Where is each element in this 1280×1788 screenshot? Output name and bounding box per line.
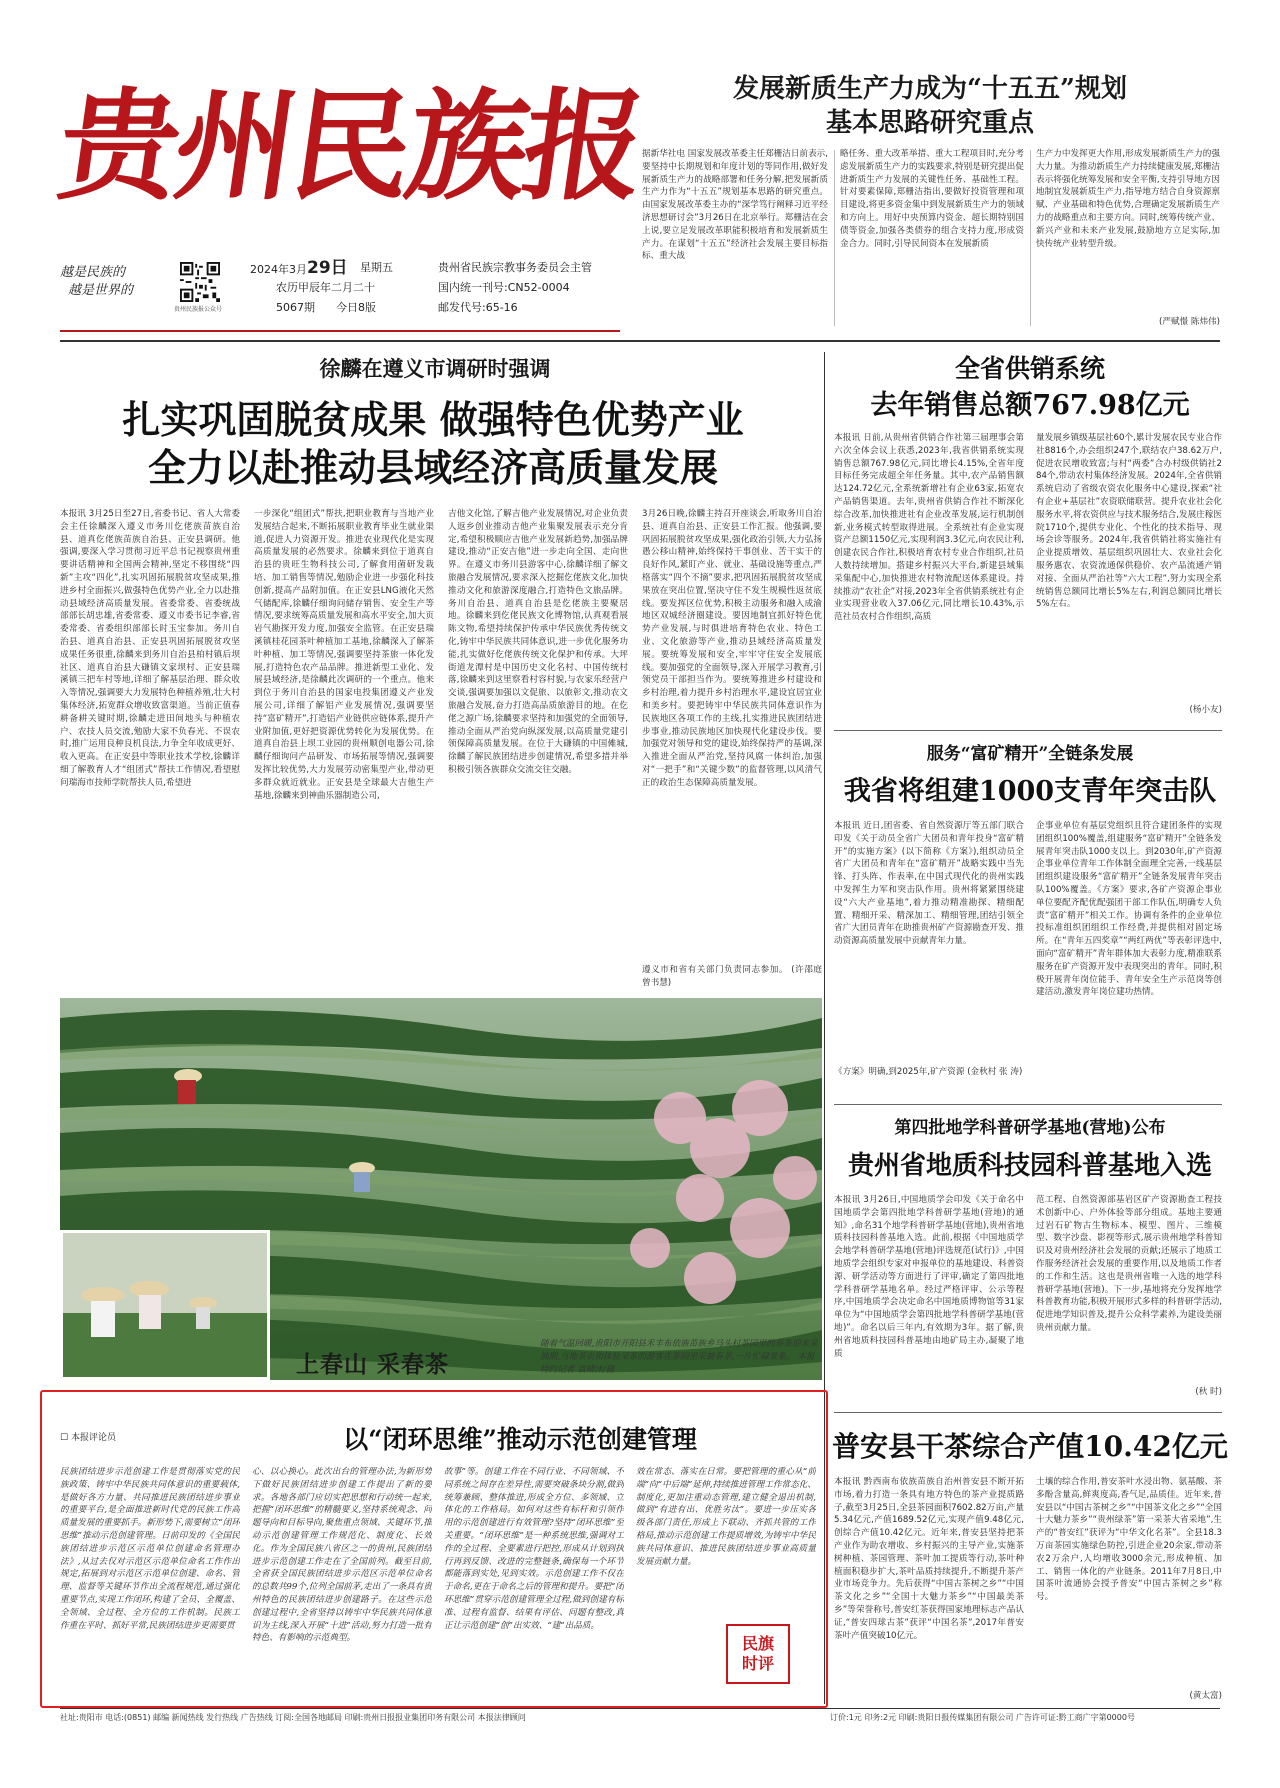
geo-story-byline: (秋 时) [1195,1387,1222,1397]
lead-story-kicker: 徐麟在遵义市调研时强调 [319,356,551,381]
section-rule [834,1412,1222,1413]
supply-story-col-2: 量发展乡镇级基层社60个,累计发展农民专业合作社8816个,办会组织247个,联结农户38.62万户,促进农民增收致富;与村“两委”合办村级供销社284个,带动农村集体经济发展。2024年,全省供销系统启动了省级农资农化服务中心建设,探索“社有企业+基层社”农资联储联营。提升农业社会化服务水平,将农资供应与技术服务结合,发展庄稼医院1710个,提供专业化、个性化的技术指导、现场会诊等服务。2024年,我省供销社将实施社有企业提质增效、基层组织巩固壮大、农业社会化服务惠农、农资流通保供稳价、农产品流通产销对接、全面从严治社等“六大工程”,努力实现全系统销售总额同比增长5%左右,利润总额同比增长5%左右。 [1036,433,1222,610]
lead-story-col-2: 一步深化“组团式”帮扶,把职业教育与当地产业发展结合起来,不断拓展职业教育毕业生就业渠道,促进人力资源开发。推进农业现代化是实现高质量发展的必然要求。徐麟来到位于道真自治县的贵旺生物科技公司,了解食用菌研发栽培、加工销售等情况,勉励企业进一步强化科技创新,提高产品附加值。在正安县LNG液化天然气储配库,徐麟仔细询问储存销售、安全生产等情况,要求统筹高质量发展和高水平安全,加大页岩气勘探开发力度,加强安全监管。在正安县瑞溪镇桂花园茶叶种植加工基地,徐麟深入了解茶叶种植、加工等情况,强调要坚持茶旅一体化发展,打造特色农产品品牌。推进新型工业化、发展县域经济,是徐麟此次调研的一个重点。他来到位于务川自治县的国家电投集团遵义产业发展公司,详细了解铝产业发展情况,强调要坚持“富矿精开”,打造铝产业链供应链体系,提升产业附加值,更好把资源优势转化为发展优势。在道真自治县上坝工业园的贵州顺创电器公司,徐麟仔细询问产品研发、市场拓展等情况,强调要发挥比较优势,大力发展劳动密集型产业,带动更多群众就近就业。正安县是全球最大吉他生产基地,徐麟来到神曲乐器制造公司, [254,509,434,801]
geo-story-col-1: 本报讯 3月26日,中国地质学会印发《关于命名中国地质学会第四批地学科普研学基地(营地)的通知》,命名31个地学科普研学基地(营地),贵州省地质科技园科普基地入选。此前,根据《中国地质学会地学科普研学基地(营地)评选规范(试行)》,中国地质学会组织专家对申报单位的基地建设、科普资源、研学活动等方面进行了评审,确定了第四批地学科普研学基地名单。经过严格评审、公示等程序,中国地质学会决定命名中国地质博物馆等31家单位为“中国地质学会第四批地学科普研学基地(营地)”。命名以后三年内,有效期为3年。据了解,贵州省地质科技园科普基地由地矿局主办,凝聚了地质 [834,1195,1024,1359]
youth-story-col-2: 企事业单位有基层党组织且符合建团条件的实现团组织100%覆盖,组建服务“富矿精开”全链条发展青年突击队1000支以上。到2030年,矿产资源企事业单位青年工作体制全面理全完善,一线基层团组织建设服务“富矿精开”全链条发展青年突击队100%覆盖。《方案》要求,各矿产资源企事业单位要配齐配优配强团干部工作队伍,明确专人负责“富矿精开”相关工作。协调有条件的企业单位投标准组织团组织工作经费,并提供相对固定场所。在“青年五四奖章”“两红两优”等表彰评选中,面向“富矿精开”青年群体加大表彰力度,精准联系服务在矿产资源开发中表现突出的青年。同时,积极开展青年岗位能手、青年安全生产示范岗等创建活动,激发青年岗位建功热情。 [1036,821,1222,998]
section-rule [60,340,1220,342]
header-story-col-3: 生产力中发挥更大作用,形成发展新质生产力的强大力量。为推动新质生产力持续健康发展,郑栅洁表示将强化统筹发展和安全平衡,支持引导地方因地制宜发展新质生产力,指导地方结合自身资源禀赋、产业基础和特色优势,合理确定发展新质生产力的战略重点和主要方向。同时,统筹传统产业、新兴产业和未来产业发展,鼓励地方立足实际,加快传统产业转型升级。 [1036,149,1220,249]
column-divider [834,150,835,326]
geo-story-title[interactable]: 贵州省地质科技园科普基地入选 [847,1151,1212,1181]
slogan-line-2: 越是世界的 [68,283,134,298]
issue-date: 2024年3月29日 [250,258,348,278]
qr-code-icon[interactable] [180,262,220,302]
header-story-col-1: 据新华社电 国家发展改革委主任郑栅洁日前表示,要坚持中长期规划和年度计划的等同作用,做好发展新质生产力的战略部署和任务分解,把发展新质生产力作为“十五五”规划基本思路的研究重点。由国家发展改革委主办的“深学笃行阐释习近平经济思想研讨会”3月26日在北京举行。郑栅洁在会上说,要立足发展改革职能积极培育和发展新质生产力。在谋划“十五五”经济社会发展主要目标指标、重大战 [642,149,828,262]
youth-story-col-1: 本报讯 近日,团省委、省自然资源厅等五部门联合印发《关于动员全省广大团员和青年投身“富矿精开”的实施方案》(以下简称《方案》),组织动员全省广大团员和青年在“富矿精开”战略实践中当先锋、打头阵、作表率,在中国式现代化的贵州实践中发挥生力军和突击队作用。贵州将紧紧围绕建设“六大产业基地”,着力推动精准勘探、精细配置、精细开采、精深加工、精细管理,团结引领全省广大团员青年在助推贵州矿产资源勘查开发、推动资源高质量发展中贡献青年力量。 [834,821,1024,947]
supply-story-byline: (杨小友) [1189,705,1222,715]
footer-info-right: 订价:1元 印务:2元 印刷:贵阳日报传媒集团有限公司 广告许可证:黔工商广字第0000号 [830,1713,1135,1722]
commentary-stamp: 民旗 时评 [726,1624,790,1684]
supply-story-title-1[interactable]: 全省供销系统 [954,354,1105,383]
geo-story-kicker: 第四批地学科普研学基地(营地)公布 [894,1118,1166,1138]
youth-story-kicker: 服务“富矿精开”全链条发展 [926,744,1134,764]
footer-info-left: 社址:贵阳市 电话:(0851) 邮编 新闻热线 发行热线 广告热线 订阅:全国各地邮局 印刷:贵州日报报业集团印务有限公司 本报法律顾问 [60,1713,526,1722]
lunar-date: 农历甲辰年二月二十 [276,281,375,294]
lead-story-col-4: 3月26日晚,徐麟主持召开座谈会,听取务川自治县、道真自治县、正安县工作汇报。他强调,要巩固拓展脱贫攻坚成果,强化政治引领,大力弘扬愚公移山精神,始终保持干事创业、苦干实干的良好作风,紧盯产业、就业、基础设施等重点,严格落实“四个不摘”要求,把巩固拓展脱贫攻坚成果放在突出位置,坚决守住不发生规模性返贫底线。要发挥区位优势,积极主动服务和融入成渝地区双城经济圈建设。要因地制宜抓好特色优势产业发展,与时俱进培育特色农业、特色工业、文化旅游等产业,推动县域经济高质量发展。要统筹发展和安全,牢牢守住安全发展底线。要加强党的全面领导,深入开展学习教育,引领党员干部担当作为。要统筹推进乡村建设和乡村治理,着力提升乡村治理水平,建设宜居宜业和美乡村。要把铸牢中华民族共同体意识作为民族地区各项工作的主线,扎实推进民族团结进步事业,推动民族地区加快现代化建设步伐。要加强党对领导和党的建设,始终保持严的基调,深入推进全面从严治党,坚持风腐一体纠治,加强对“一把手”和“关键少数”的监督管理,以风清气正的政治生态保障高质量发展。 [642,509,822,788]
tea-story-title[interactable]: 普安县干茶综合产值10.42亿元 [832,1430,1228,1463]
commentary-label: ☐ 本报评论员 [60,1433,116,1443]
header-story-title[interactable]: 发展新质生产力成为“十五五”规划 基本思路研究重点 [733,74,1127,138]
issue-weekday: 星期五 [360,261,393,274]
photo-caption-text: 随着气温回暖,贵阳市开阳县禾丰布依族苗族乡马头村茶园里的春茶迎来采摘期,当地茶农和体验采茶的游客在茶园里采摘春茶,一片忙碌景象。 本报特约记者 袁晴沐/摄 [540,1339,818,1375]
lead-story-title[interactable]: 扎实巩固脱贫成果 做强特色优势产业 全力以赴推动县域经济高质量发展 [122,398,744,490]
postal-code: 邮发代号:65-16 [438,301,518,314]
photo-caption-title: 上春山 采春茶 [296,1352,450,1378]
supply-story-title-2[interactable]: 去年销售总额767.98亿元 [870,390,1190,421]
tea-pickers-inset-photo[interactable] [60,1230,270,1380]
geo-story-col-2: 范工程、自然资源部基岩区矿产资源勘查工程技术创新中心、户外体验等部分组成。基地主要通过岩石矿物古生物标本、模型、图片、三维模型、数字沙盘、影视等形式,展示贵州地学科普知识及对贵州经济社会发展的贡献;还展示了地质工作服务经济社会发展的重要作用,以及地质工作者的工作和生活。这也是贵州省唯一入选的地学科普研学基地(营地)。下一步,基地将充分发挥地学科普教育功能,积极开展形式多样的科普研学活动,促进地学知识普及,提升公众科学素养,为建设美丽贵州贡献力量。 [1036,1195,1222,1333]
commentary-col-3: 故事”等。创建工作在不同行业、不同领域、不同系统之间存在差异性,需要突破条块分割,做到统筹兼顾、整体推进,形成全方位、多领域、立体化的工作格局。如何对这些有标杆和引领作用的示范创建进行有效管理?坚持“闭环思维”至关重要。“闭环思维”是一种系统思维,强调对工作的全过程、全要素进行把控,形成从计划到执行再到反馈、改进的完整链条,确保每一个环节都能落到实处,见到实效。示范创建工作不仅在于命名,更在于命名之后的管理和提升。要把“闭环思维”贯穿示范创建管理全过程,做到创建有标准、过程有监督、结果有评估、问题有整改,真正让示范创建“创”出实效、“建”出品质。 [444,1467,624,1631]
masthead-slogan [60,264,170,300]
lead-story-col-1: 本报讯 3月25日至27日,省委书记、省人大常委会主任徐麟深入遵义市务川仡佬族苗族自治县、道真仡佬族苗族自治县、正安县调研。他强调,要深入学习贯彻习近平总书记视察贵州重要讲话精神和全国两会精神,坚定不移围绕“四新”主攻“四化”,扎实巩固拓展脱贫攻坚成果,推进乡村全面振兴,做强特色优势产业,全力以赴推动县域经济高质量发展。省委常委、省委统战部部长胡忠雄,省委常委、遵义市委书记李睿,省委常委、省委组织部部长时玉宝参加。务川自治县、道真自治县、正安县巩固拓展脱贫攻坚成果任务很重,徐麟来到务川自治县柏村镇后坝社区、道真自治县大磏镇文家坝村、正安县瑞溪镇三把车村等地,详细了解基层治理、群众收入等情况,强调要大力发展特色种植养殖,壮大村集体经济,拓宽群众增收致富渠道。当前正值春耕备耕关键时期,徐麟走进田间地头与种植农户、农技人员交流,勉励大家不负春光、不误农时,推广运用良种良机良法,力争全年收成更好、收入更高。在正安县中等职业技术学校,徐麟详细了解教育人才“组团式”帮扶工作情况,看望慰问瑞海市技师学院帮扶人员,希望进 [60,509,240,788]
tea-story-byline: (黄太富) [1189,1691,1222,1701]
commentary-col-4: 效在常态、落实在日常。要把管理的重心从“前端”向“中后端”延伸,持续推进管理工作常态化、制度化,更加注重动态管理,建立健全退出机制,做到“有进有出、优胜劣汰”。要进一步压实各级各部门责任,形成上下联动、齐抓共管的工作格局,推动示范创建工作提质增效,为铸牢中华民族共同体意识、推进民族团结进步事业高质量发展贡献力量。 [636,1467,816,1567]
slogan-line-1: 越是民族的 [60,265,126,280]
lead-story-col-3: 吉他文化馆,了解吉他产业发展情况,对企业负责人返乡创业推动吉他产业集聚发展表示充分肯定,希望积极顺应吉他产业发展新趋势,加强品牌建设,推动“正安吉他”进一步走向全国、走向世界。在遵义市务川县游客中心,徐麟详细了解文旅融合发展情况,要求深入挖掘仡佬族文化,加快推动文化和旅游深度融合,打造特色文旅品牌。务川自治县、道真自治县是仡佬族主要聚居地。徐麟来到仡佬民族文化博物馆,认真观看展陈文物,希望持续保护传承中华民族优秀传统文化,铸牢中华民族共同体意识,进一步优化服务功能,扎实做好仡佬族传统文化保护和传承。大坪街道龙潭村是中国历史文化名村、中国传统村落,徐麟来到这里察看村容村貌,与农家乐经营户交谈,强调要加强以文促旅、以旅彰文,推动农文旅融合发展,奋力打造高品质旅游目的地。在仡佬之源广场,徐麟要求坚持和加强党的全面领导,推动全面从严治党向纵深发展,以高质量党建引领保障高质量发展。在位于大磏镇的中国傩城,徐麟了解民族团结进步创建情况,希望多措并举积极引领各族群众交流交往交融。 [448,509,628,775]
lead-story-byline: 遵义市和省有关部门负责同志参加。 (许邵庭 曾书慧) [642,965,822,988]
footer-rule [60,1708,1220,1709]
publisher-sponsor: 贵州省民族宗教事务委员会主管 [438,261,592,274]
qr-caption: 贵州民族报公众号 [174,306,223,313]
section-rule [834,730,1222,731]
newspaper-title: 贵州民族报 [50,76,650,217]
page-count: 今日8版 [336,301,376,314]
issue-number: 5067期 [276,301,315,314]
supply-story-col-1: 本报讯 日前,从贵州省供销合作社第三届理事会第六次全体会议上获悉,2023年,我省供销系统实现销售总额767.98亿元,同比增长4.15%,全省年度目标任务完成超全年任务量。其中,农产品销售额达124.72亿元,全系统新增社有企业63家,拓宽农产品销售渠道。去年,贵州省供销合作社不断深化综合改革,加快推进社有企业改革发展,运行机制创新,业务模式转型取得进展。全系统社有企业实现资产总额1150亿元,实现利润3.3亿元,向农民让利,创建农民合作社,积极培育农村专业合作组织,社员人数持续增加。搭建乡村振兴大平台,新建县域集采集配中心,加快推进农村物流配送体系建设。持续推动“农社企”对接,2023年全省供销系统社有企业实现营业收入37.06亿元,同比增长10.43%,示范社员农村合作组织,高质 [834,433,1024,623]
section-rule [834,1104,1222,1105]
commentary-col-2: 心、以心换心。此次出台的管理办法,为新形势下做好民族团结进步创建工作提出了新的要求。各地各部门应切实把思想和行动统一起来,把握“闭环思维”的精髓要义,坚持系统观念、问题导向和目标导向,聚焦重点领域、关键环节,推动示范创建管理工作规范化、制度化、长效化。作为全国民族八省区之一的贵州,民族团结进步示范创建工作走在了全国前列。截至目前,全省获全国民族团结进步示范区示范单位命名的总数共99个,位列全国前茅,走出了一条具有贵州特色的民族团结进步创建路子。在这些示范创建过程中,全省坚持以铸牢中华民族共同体意识为主线,深入开展“十进”活动,努力打造一批有特色、有影响的示范典型。 [252,1467,432,1644]
youth-story-title[interactable]: 我省将组建1000支青年突击队 [843,776,1217,807]
commentary-col-1: 民族团结进步示范创建工作是贯彻落实党的民族政策、铸牢中华民族共同体意识的重要载体,是做好各方力量、共同推进民族团结进步事业的重要平台,是全面推进新时代党的民族工作高质量发展的重要抓手。新形势下,需要树立“闭环思维”推动示范创建管理。日前印发的《全国民族团结进步示范区示范单位创建命名管理办法》,从过去仅对示范区示范单位命名工作作出规定,拓展到对示范区示范单位创建、命名、管理、监督等关键环节作出全流程规范,通过强化重要节点,实现工作闭环,构建了全员、全覆盖、全领域、全过程、全方位的工作机制。民族工作重在平时、抓好平常,民族团结进步更需要贯 [60,1467,240,1631]
tea-story-col-1: 本报讯 黔西南布依族苗族自治州普安县不断开拓市场,着力打造一条具有地方特色的茶产业提质路子,截至3月25日,全县茶园面积7602.82万亩,产量5.34亿元,产值1689.52亿元,实现产值9.48亿元,创综合产值10.42亿元。近年来,普安县坚持把茶产业作为助农增收、乡村振兴的主导产业,实施茶树种植、茶园管理、茶叶加工提质等行动,茶叶种植面积稳步扩大,茶叶品质持续提升,不断提升茶产业市场竞争力。先后获得“中国古茶树之乡”“中国茶文化之乡”“全国十大魅力茶乡”“中国最美茶乡”等荣誉称号,普安红茶获得国家地理标志产品认证,“普安四球古茶”获评“中国名茶”,2017年普安茶叶产值突破10亿元。 [834,1477,1024,1641]
header-story-col-2: 略任务、重大改革举措、重大工程项目时,充分考虑发展新质生产力的实践要求,特别是研究提出促进新质生产力发展的关键性任务、基础性工程。针对要素保障,郑栅洁指出,要做好投资管理和项目建设,将更多资金集中到发展新质生产力的领域和方向上。用好中央预算内资金、超长期特别国债等资金,加强各类债券的组合支持力度,形成资金合力。同时,引导民间资本在发展新质 [840,149,1024,249]
commentary-title[interactable]: 以“闭环思维”推动示范创建管理 [343,1425,697,1454]
publisher-cn-number: 国内统一刊号:CN52-0004 [438,281,570,294]
header-story-byline: (严赋憬 陈炜伟) [1159,317,1220,327]
masthead-rule [60,330,620,332]
tea-story-col-2: 土壤的综合作用,普安茶叶水浸出物、氨基酸、茶多酚含量高,鲜爽度高,香气足,品质佳。近年来,普安县以“中国古茶树之乡”“中国茶文化之乡”“全国十大魅力茶乡”“贵州绿茶”第一采茶大省采地”,生产的“普安红”获评为“中华文化名茶”。全县18.3万亩茶园实施绿色防控,引进企业20余家,带动茶农2万余户,人均增收3000余元,形成种植、加工、销售一体化的产业链条。2011年7月8日,中国茶叶流通协会授予普安“中国古茶树之乡”称号。 [1036,1477,1222,1603]
youth-story-byline: 《方案》明确,到2025年,矿产资源 (金秋村 张 涛) [834,1067,1023,1077]
column-divider [1030,150,1031,326]
